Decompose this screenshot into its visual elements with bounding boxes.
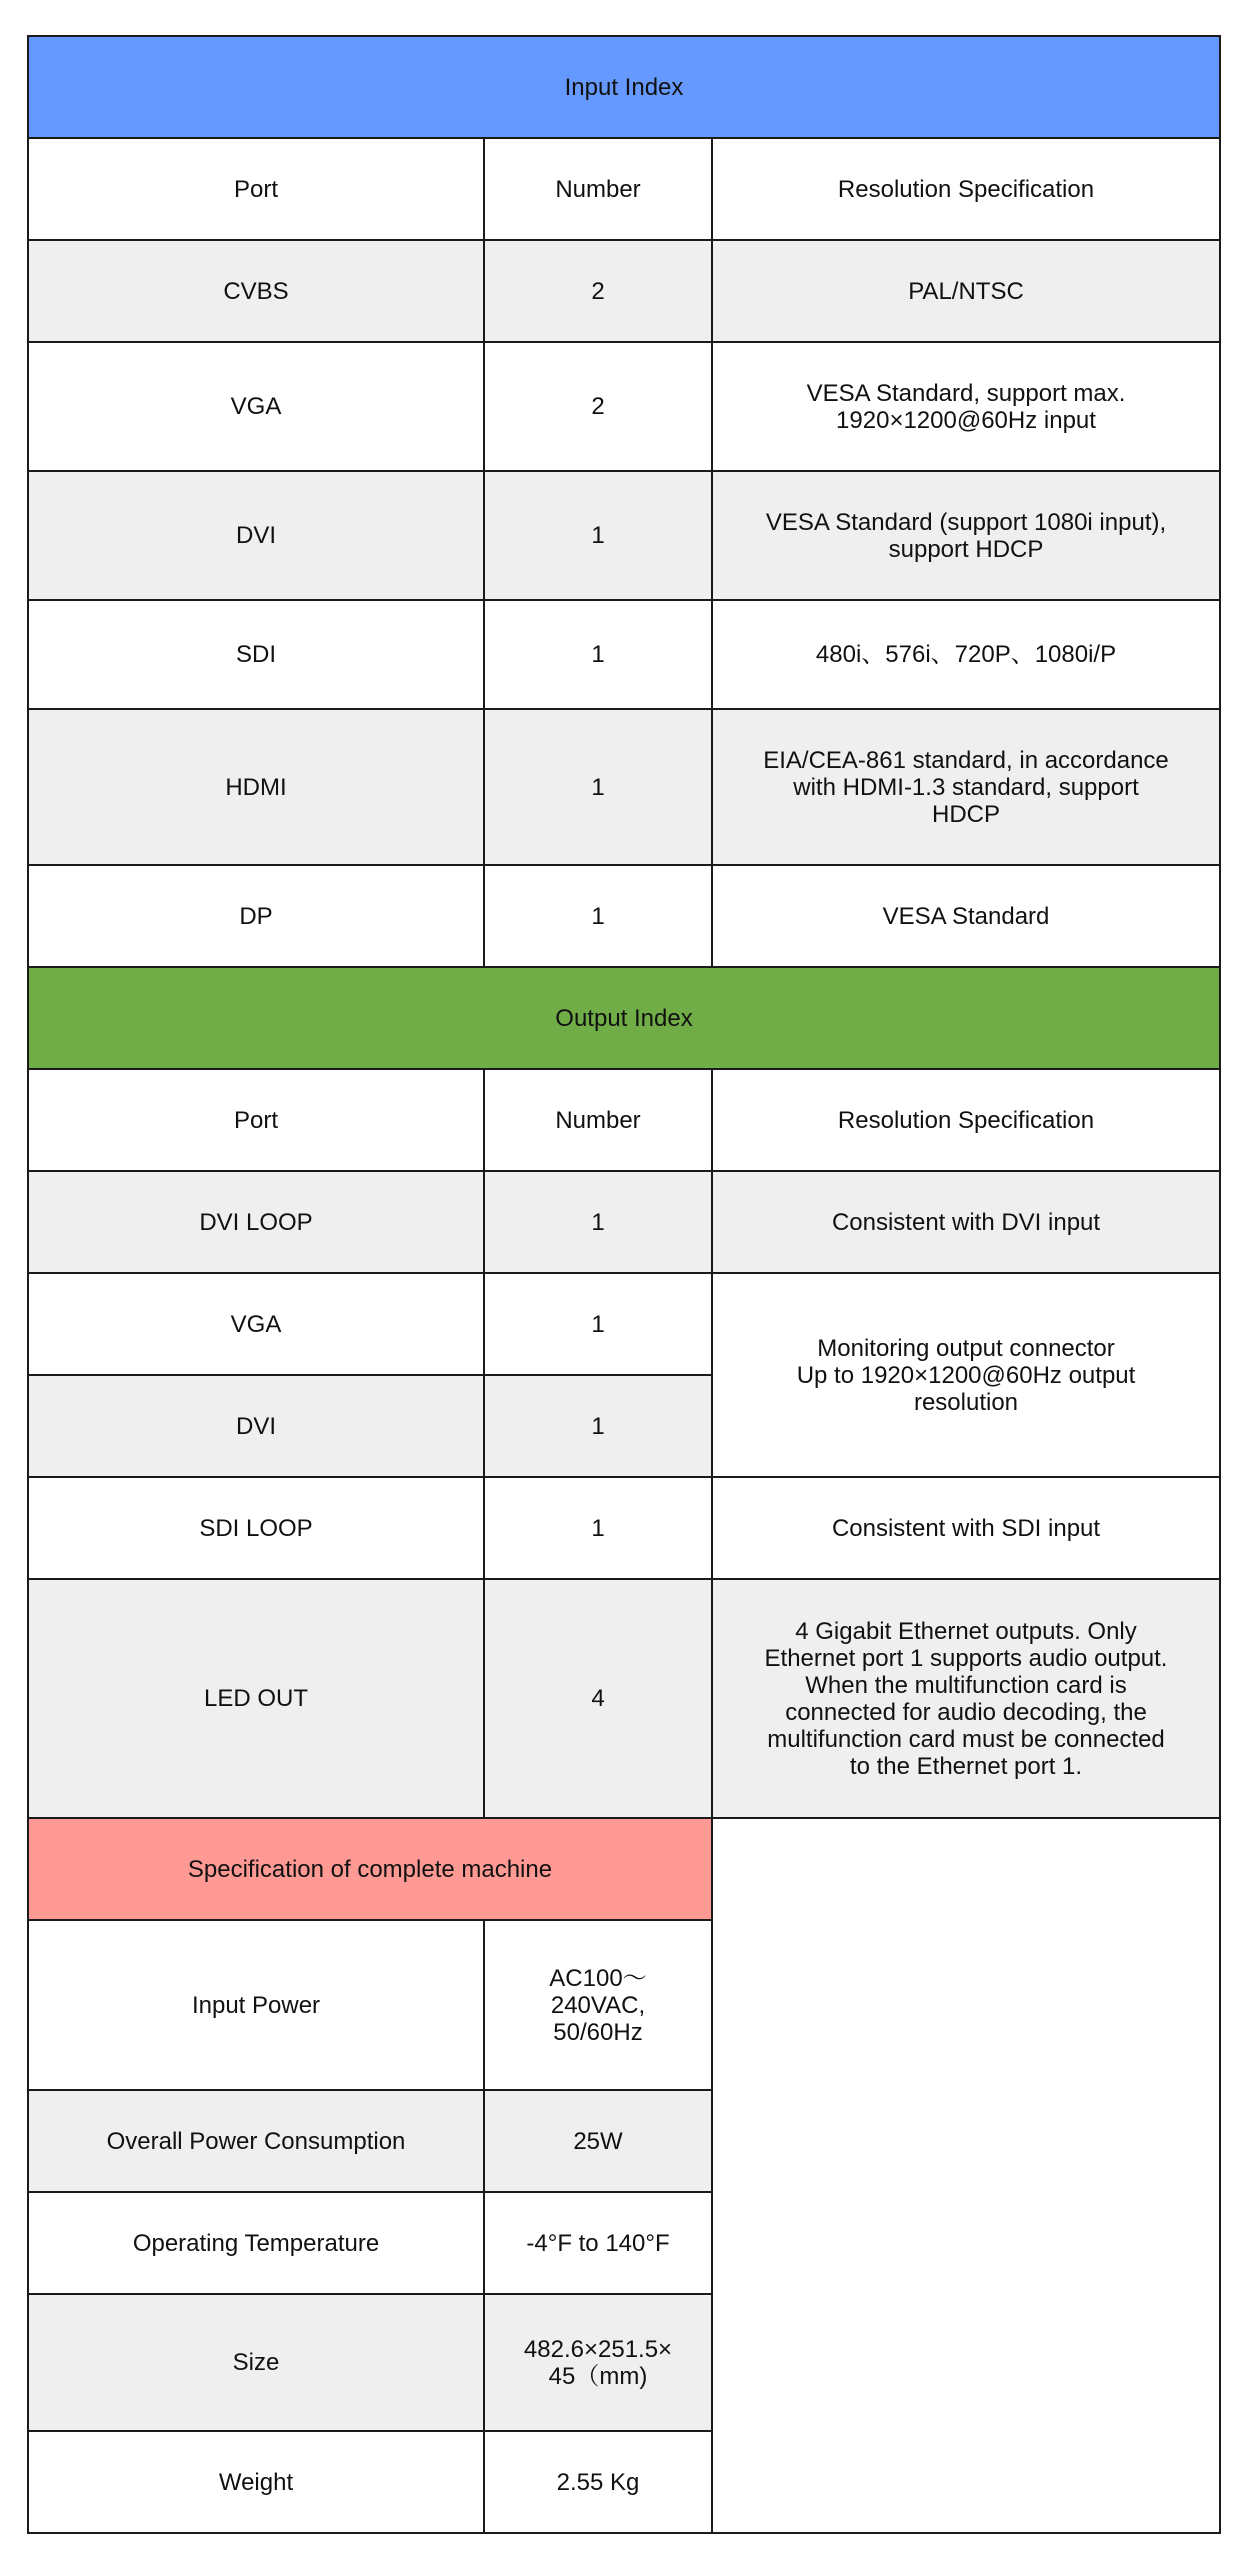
output-port-cell: DVI [28,1375,484,1477]
input-spec-cell: 480i、576i、720P、1080i/P [712,600,1220,709]
input-spec-cell: VESA Standard [712,865,1220,967]
output-number-cell: 1 [484,1273,712,1375]
machine-label-cell: Size [28,2294,484,2431]
input-port-cell: DP [28,865,484,967]
input-index-heading: Input Index [28,36,1220,138]
output-number-cell: 1 [484,1477,712,1579]
machine-value-cell: -4°F to 140°F [484,2192,712,2294]
input-spec-cell: EIA/CEA-861 standard, in accordance with HDMI-1.3 standard, support HDCP [712,709,1220,865]
input-spec-cell: VESA Standard, support max. 1920×1200@60Hz input [712,342,1220,471]
input-port-cell: DVI [28,471,484,600]
input-number-cell: 1 [484,471,712,600]
output-header-number: Number [484,1069,712,1171]
input-port-cell: SDI [28,600,484,709]
output-port-cell: LED OUT [28,1579,484,1818]
table-row [28,600,1220,709]
machine-label-cell: Operating Temperature [28,2192,484,2294]
machine-label-cell: Weight [28,2431,484,2533]
output-spec-cell: Consistent with SDI input [712,1477,1220,1579]
spec-sheet [27,35,1221,2534]
table-row [28,1477,1220,1579]
machine-label-cell: Input Power [28,1920,484,2090]
output-header-spec: Resolution Specification [712,1069,1220,1171]
table-row [28,1171,1220,1273]
input-number-cell: 1 [484,709,712,865]
input-header-spec: Resolution Specification [712,138,1220,240]
machine-label-cell: Overall Power Consumption [28,2090,484,2192]
input-port-cell: CVBS [28,240,484,342]
output-port-cell: SDI LOOP [28,1477,484,1579]
specification-table [27,35,1221,2534]
output-spec-cell: 4 Gigabit Ethernet outputs. Only Ethernet port 1 supports audio output. When the multifunction card is connected for audio decoding, the multifunction card must be connected to the Ethernet port 1. [712,1579,1220,1818]
table-row [28,1273,1220,1375]
machine-value-cell: 482.6×251.5× 45（mm) [484,2294,712,2431]
output-spec-cell: Consistent with DVI input [712,1171,1220,1273]
input-number-cell: 1 [484,600,712,709]
input-number-cell: 2 [484,342,712,471]
input-spec-cell: PAL/NTSC [712,240,1220,342]
machine-value-cell: 2.55 Kg [484,2431,712,2533]
input-spec-cell: VESA Standard (support 1080i input), support HDCP [712,471,1220,600]
output-header-port: Port [28,1069,484,1171]
machine-value-cell: AC100～ 240VAC, 50/60Hz [484,1920,712,2090]
output-port-cell: DVI LOOP [28,1171,484,1273]
output-spec-cell-merged: Monitoring output connector Up to 1920×1200@60Hz output resolution [712,1273,1220,1477]
machine-value-cell: 25W [484,2090,712,2192]
output-number-cell: 4 [484,1579,712,1818]
output-number-cell: 1 [484,1375,712,1477]
input-header-port: Port [28,138,484,240]
table-row [28,1579,1220,1818]
table-row [28,709,1220,865]
machine-spec-heading: Specification of complete machine [28,1818,712,1920]
output-port-cell: VGA [28,1273,484,1375]
table-row [28,471,1220,600]
input-port-cell: VGA [28,342,484,471]
input-number-cell: 2 [484,240,712,342]
table-row [28,342,1220,471]
blank-merged-cell [712,1818,1220,2533]
input-number-cell: 1 [484,865,712,967]
table-row [28,865,1220,967]
table-row [28,240,1220,342]
input-port-cell: HDMI [28,709,484,865]
input-header-number: Number [484,138,712,240]
output-index-heading: Output Index [28,967,1220,1069]
output-number-cell: 1 [484,1171,712,1273]
